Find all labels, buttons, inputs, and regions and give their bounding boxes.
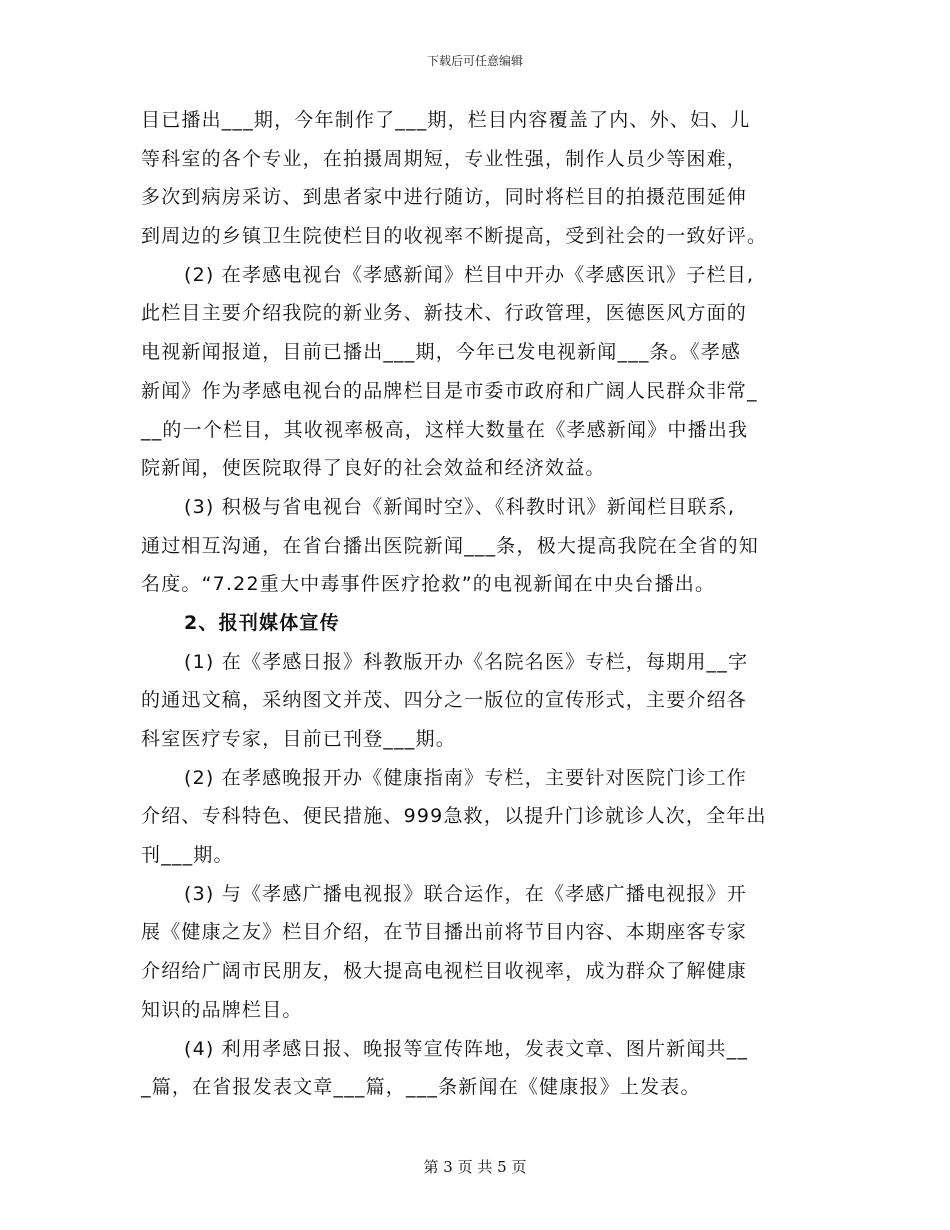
text-line: 多次到病房采访、到患者家中进行随访，同时将栏目的拍摄范围延伸 bbox=[141, 186, 748, 209]
text-line: 介绍、专科特色、便民措施、999急救，以提升门诊就诊人次，全年出 bbox=[141, 805, 767, 828]
text-line: 刊___期。 bbox=[141, 844, 234, 867]
text-line: (3) 与《孝感广播电视报》联合运作，在《孝感广播电视报》开 bbox=[184, 882, 747, 905]
text-line: (4) 利用孝感日报、晚报等宣传阵地，发表文章、图片新闻共__ bbox=[184, 1037, 749, 1060]
text-line: _篇，在省报发表文章___篇，___条新闻在《健康报》上发表。 bbox=[141, 1076, 701, 1099]
page-number: 第 3 页 共 5 页 bbox=[423, 1158, 527, 1176]
text-line: 的通迅文稿，采纳图文并茂、四分之一版位的宣传形式，主要介绍各 bbox=[141, 689, 748, 712]
text-line: (2) 在孝感电视台《孝感新闻》栏目中开办《孝感医讯》子栏目, bbox=[184, 263, 755, 286]
document-body bbox=[141, 101, 821, 1107]
text-line: 等科室的各个专业，在拍摄周期短，专业性强，制作人员少等困难， bbox=[141, 147, 748, 170]
text-line: 通过相互沟通，在省台播出医院新闻___条，极大提高我院在全省的知 bbox=[141, 534, 759, 557]
text-line: 电视新闻报道，目前已播出___期，今年已发电视新闻___条。《孝感 bbox=[141, 341, 742, 364]
text-line: 知识的品牌栏目。 bbox=[141, 998, 303, 1021]
text-line: 到周边的乡镇卫生院使栏目的收视率不断提高，受到社会的一致好评。 bbox=[141, 225, 768, 248]
text-line: 科室医疗专家，目前已刊登___期。 bbox=[141, 728, 456, 750]
text-line: 新闻》作为孝感电视台的品牌栏目是市委市政府和广阔人民群众非常_ bbox=[141, 379, 758, 402]
text-line: __的一个栏目，其收视率极高，这样大数量在《孝感新闻》中播出我 bbox=[141, 418, 749, 441]
text-line: (3) 积极与省电视台《新闻时空》、《科教时讯》新闻栏目联系, bbox=[184, 495, 736, 518]
text-line: 名度。“7.22重大中毒事件医疗抢救”的电视新闻在中央台播出。 bbox=[141, 573, 716, 596]
text-line: 介绍给广阔市民朋友，极大提高电视栏目收视率，成为群众了解健康 bbox=[141, 960, 748, 983]
text-line: 目已播出___期，今年制作了___期，栏目内容覆盖了内、外、妇、儿 bbox=[141, 109, 751, 131]
page-header-note: 下载后可任意编辑 bbox=[426, 54, 523, 68]
text-line: (2) 在孝感晚报开办《健康指南》专栏，主要针对医院门诊工作 bbox=[184, 766, 747, 789]
text-line: (1) 在《孝感日报》科教版开办《名院名医》专栏，每期用__字 bbox=[184, 650, 749, 673]
text-line: 院新闻，使医院取得了良好的社会效益和经济效益。 bbox=[141, 457, 606, 480]
text-line: 展《健康之友》栏目介绍，在节目播出前将节目内容、本期座客专家 bbox=[141, 921, 748, 944]
section-heading: 2、报刊媒体宣传 bbox=[184, 611, 340, 634]
text-line: 此栏目主要介绍我院的新业务、新技术、行政管理，医德医风方面的 bbox=[141, 302, 748, 325]
